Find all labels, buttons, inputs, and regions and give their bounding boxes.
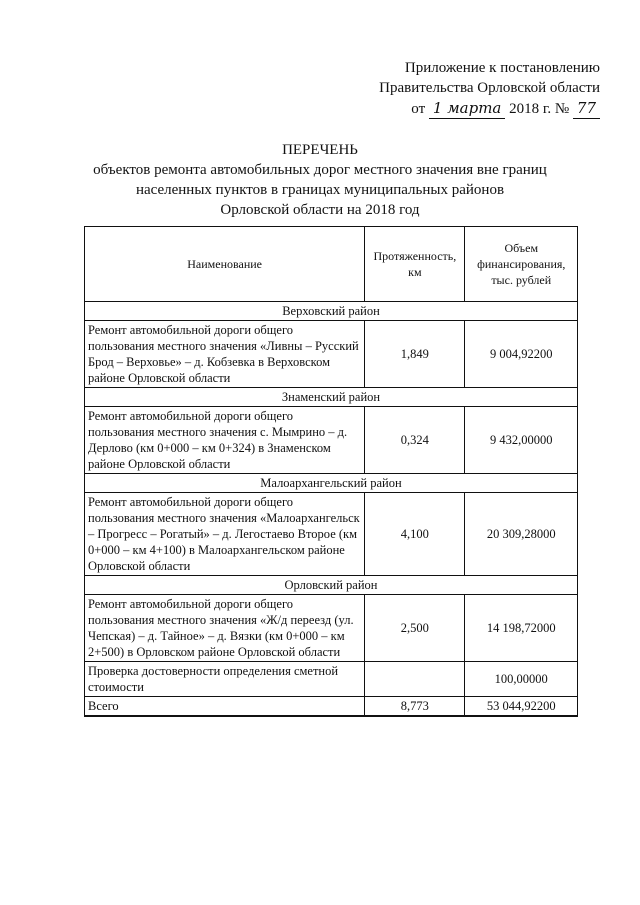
row-name: Ремонт автомобильной дороги общего пользования местного значения «Малоархангельск – Прогресс – Рогатый» – д. Легостаево Второе (км 0+000 – км 4+100) в Малоархангельском районе Орловской области <box>85 493 365 576</box>
row-name: Ремонт автомобильной дороги общего пользования местного значения «Ливны – Русский Брод – Верховье» – д. Кобзевка в Верховском районе Орловской области <box>85 321 365 388</box>
row-funding: 20 309,28000 <box>465 493 578 576</box>
district-verkhovsky: Верховский район <box>85 302 578 321</box>
row-funding: 14 198,72000 <box>465 595 578 662</box>
table-row <box>85 595 578 662</box>
row-name: Проверка достоверности определения сметной стоимости <box>85 662 365 697</box>
appendix-header <box>0 58 600 119</box>
header-funding: Объем финансирования, тыс. рублей <box>465 227 578 302</box>
title-line-3: населенных пунктов в границах муниципальных районов <box>135 182 505 198</box>
table-row <box>85 407 578 474</box>
appendix-line-1: Приложение к постановлению <box>404 60 600 76</box>
appendix-year-number-label: 2018 г. № <box>509 101 570 117</box>
district-znamensky: Знаменский район <box>85 388 578 407</box>
title-line-1: ПЕРЕЧЕНЬ <box>282 142 358 158</box>
header-length: Протяженность, км <box>365 227 465 302</box>
table-row <box>85 493 578 576</box>
title-line-2: объектов ремонта автомобильных дорог местного значения вне границ <box>93 162 547 178</box>
title-line-4: Орловской области на 2018 год <box>220 202 420 218</box>
row-name: Ремонт автомобильной дороги общего пользования местного значения «Ж/д переезд (ул. Чепская) – д. Тайное» – д. Вязки (км 0+000 – км 2+500) в Орловском районе Орловской области <box>85 595 365 662</box>
district-maloarkhangelsky: Малоархангельский район <box>85 474 578 493</box>
row-length: 0,324 <box>365 407 465 474</box>
district-row <box>85 576 578 595</box>
roads-table <box>84 226 578 717</box>
row-length: 4,100 <box>365 493 465 576</box>
row-name: Ремонт автомобильной дороги общего пользования местного значения с. Мымрино – д. Дерлово (км 0+000 – км 0+324) в Знаменском районе Орловской области <box>85 407 365 474</box>
appendix-line-2: Правительства Орловской области <box>379 80 600 96</box>
district-row <box>85 388 578 407</box>
total-row <box>85 697 578 717</box>
table-row <box>85 321 578 388</box>
row-length <box>365 662 465 697</box>
handwritten-date: 1 марта <box>429 98 505 119</box>
district-row <box>85 302 578 321</box>
appendix-line-3 <box>0 98 600 119</box>
handwritten-number: 77 <box>573 98 600 119</box>
table-header-row <box>85 227 578 302</box>
row-length: 2,500 <box>365 595 465 662</box>
table-row <box>85 662 578 697</box>
district-orlovsky: Орловский район <box>85 576 578 595</box>
total-label: Всего <box>85 697 365 717</box>
district-row <box>85 474 578 493</box>
row-length: 1,849 <box>365 321 465 388</box>
document-title <box>40 140 600 220</box>
row-funding: 9 004,92200 <box>465 321 578 388</box>
header-name: Наименование <box>85 227 365 302</box>
row-funding: 100,00000 <box>465 662 578 697</box>
appendix-date-prefix: от <box>411 101 426 117</box>
total-funding: 53 044,92200 <box>465 697 578 717</box>
total-length: 8,773 <box>365 697 465 717</box>
row-funding: 9 432,00000 <box>465 407 578 474</box>
